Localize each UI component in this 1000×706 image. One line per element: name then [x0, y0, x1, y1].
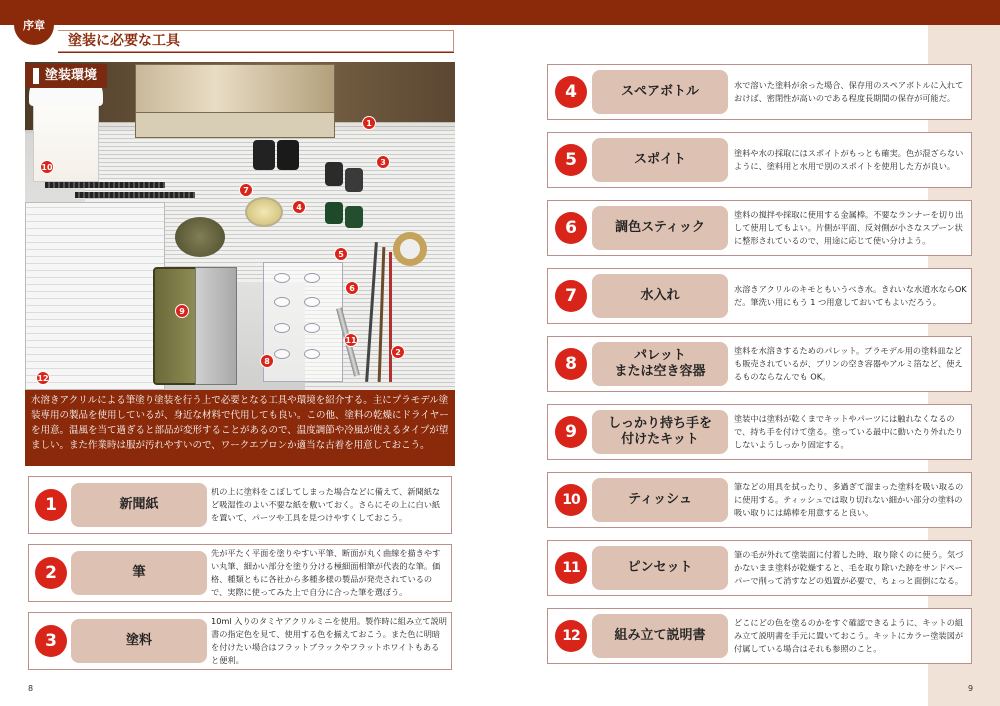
item-number: 10	[555, 484, 587, 516]
section-title: 塗装に必要な工具	[68, 33, 180, 49]
photo-kit-box-lid	[135, 112, 335, 138]
item-description: 塗料や水の採取にはスポイトがもっとも確実。色が混ざらないように、塗料用と水用で別のスポイトを使用した方が良い。	[734, 148, 964, 171]
tool-item-12	[547, 608, 972, 664]
item-number: 12	[555, 620, 587, 652]
item-number: 9	[555, 416, 587, 448]
palette-well	[304, 273, 320, 283]
item-number: 2	[35, 557, 67, 589]
item-title: 組み立て説明書	[592, 614, 728, 658]
tool-item-6	[547, 200, 972, 256]
item-title: 調色スティック	[592, 206, 728, 250]
item-number: 1	[35, 489, 67, 521]
item-title: 新聞紙	[71, 483, 207, 527]
palette-well	[274, 297, 290, 307]
tool-item-4	[547, 64, 972, 120]
photo-marker-6: 6	[345, 281, 359, 295]
photo-track-2	[75, 192, 195, 198]
photo-turret	[175, 217, 225, 257]
item-number: 6	[555, 212, 587, 244]
item-description: 10ml 入りのタミヤアクリルミニを使用。製作時に組み立て説明書の指定色を見て、使用する色を揃えておこう。また色に明暗を付けたい場合はフラットブラックやフラットホワイトもあると便利。	[211, 616, 447, 665]
item-description: 水溶きアクリルのキモともいうべき水。きれいな水道水ならOK だ。筆洗い用にもう 1 つ用意しておいてもよいだろう。	[734, 284, 967, 307]
photo-marker-7: 7	[239, 183, 253, 197]
page-number-right: 9	[968, 684, 974, 693]
tool-item-2	[28, 544, 452, 602]
item-description: 筆などの用具を拭ったり、多過ぎて溜まった塗料を吸い取るのに使用する。ティッシュでは取り切れない細かい部分の塗料の吸い取りには綿棒を用意すると良い。	[734, 481, 964, 518]
photo-caption: 水溶きアクリルによる筆塗り塗装を行う上で必要となる工具や環境を紹介する。主にプラモデル塗装専用の製品を使用しているが、身近な材料で代用しても良い。この他、塗料の乾燥にドライヤーを用意。温風を当て過ぎると部品が変形することがあるので、温度調節や冷風が使えるタイプが望ましい。また作業時は服が汚れやすいので、ワークエプロンか適当な古着を用意しておこう。	[25, 390, 455, 466]
palette-well	[304, 297, 320, 307]
photo-manual	[25, 202, 165, 390]
section-underline	[58, 52, 454, 53]
photo-water-cup	[245, 197, 283, 227]
item-title: スポイト	[592, 138, 728, 182]
photo-track	[45, 182, 165, 188]
photo-marker-5: 5	[334, 247, 348, 261]
palette-well	[274, 349, 290, 359]
item-title: 筆	[71, 551, 207, 595]
photo-paint-jar-2	[345, 168, 363, 192]
tool-item-3	[28, 612, 452, 670]
item-description: 机の上に塗料をこぼしてしまった場合などに備えて、新聞紙など吸湿性のよい不要な紙を敷いておく。さらにその上に白い紙を置いて、パーツや工具を見つけやすくしておこう。	[211, 486, 441, 523]
photo-brush-3	[389, 252, 392, 382]
item-description: 塗料の撹拌や採取に使用する金属棒。不要なランナーを切り出して使用してもよい。片側が平面、反対側が小さなスプーン状に整形されているので、用途に応じて使い分けよう。	[734, 209, 964, 246]
photo-label	[25, 64, 107, 88]
tool-item-5	[547, 132, 972, 188]
tool-item-10	[547, 472, 972, 528]
item-title: スペアボトル	[592, 70, 728, 114]
top-banner	[0, 0, 1000, 25]
photo-spare-bottle	[253, 140, 275, 170]
photo-marker-3: 3	[376, 155, 390, 169]
photo-paint-jar-3	[325, 202, 343, 224]
item-description: 水で溶いた塗料が余った場合、保存用のスペアボトルに入れておけば、密閉性が高いのである程度長期間の保存が可能だ。	[734, 80, 964, 103]
photo-marker-10: 10	[40, 160, 54, 174]
photo-marker-4: 4	[292, 200, 306, 214]
item-number: 7	[555, 280, 587, 312]
item-description: 塗料を水溶きするためのパレット。プラモデル用の塗料皿なども販売されているが、プリンの空き容器やアルミ箔など、使えるものならなんでも OK。	[734, 345, 963, 382]
item-description: どこにどの色を塗るのかをすぐ確認できるように、キットの組み立て説明書を手元に置いておこう。キットにカラー塗装図が付属している場合はそれも参照のこと。	[734, 617, 964, 654]
chapter-badge: 序章	[14, 5, 54, 45]
tool-item-9	[547, 404, 972, 460]
item-description: 筆の毛が外れて塗装面に付着した時、取り除くのに使う。気づかないまま塗料が乾燥すると、毛を取り除いた跡をサンドペーパーで削って消すなどの処置が必要で、ちょっと面倒になる。	[734, 549, 964, 586]
photo-spare-bottle-2	[277, 140, 299, 170]
photo-tape	[393, 232, 427, 266]
photo-marker-2: 2	[391, 345, 405, 359]
page-number-left: 8	[28, 684, 34, 693]
item-number: 3	[35, 625, 67, 657]
label-bar	[33, 68, 39, 84]
photo-marker-11: 11	[344, 333, 358, 347]
photo-marker-1: 1	[362, 116, 376, 130]
item-number: 4	[555, 76, 587, 108]
palette-well	[304, 323, 320, 333]
tool-item-7	[547, 268, 972, 324]
tools-photo	[25, 62, 455, 390]
item-title: ティッシュ	[592, 478, 728, 522]
photo-marker-8: 8	[260, 354, 274, 368]
item-title: 水入れ	[592, 274, 728, 318]
photo-paint-jar	[325, 162, 343, 186]
tool-item-8	[547, 336, 972, 392]
item-description: 先が平たく平面を塗りやすい平筆、断面が丸く曲線を描きやすい丸筆、細かい部分を塗り分ける極細面相筆が代表的な筆。価格、種類ともに各社から多種多様の製品が発売されているので、実際に使ってみた上で自分に合った筆を選ぼう。	[211, 548, 441, 597]
photo-palette	[263, 262, 343, 382]
photo-label-text: 塗装環境	[45, 68, 98, 83]
item-number: 8	[555, 348, 587, 380]
photo-hull-parts	[195, 267, 237, 385]
photo-paint-jar-4	[345, 206, 363, 228]
item-number: 11	[555, 552, 587, 584]
item-title: しっかり持ち手を 付けたキット	[592, 410, 728, 454]
item-title: ピンセット	[592, 546, 728, 590]
item-title: 塗料	[71, 619, 207, 663]
palette-well	[274, 273, 290, 283]
tool-item-1	[28, 476, 452, 534]
item-title: パレット または空き容器	[592, 342, 728, 386]
photo-marker-9: 9	[175, 304, 189, 318]
palette-well	[274, 323, 290, 333]
tool-item-11	[547, 540, 972, 596]
item-number: 5	[555, 144, 587, 176]
item-description: 塗装中は塗料が乾くまでキットやパーツには触れなくなるので、持ち手を付けて塗る。塗っている最中に動いたり外れたりしないようしっかり固定する。	[734, 413, 964, 450]
palette-well	[304, 349, 320, 359]
photo-marker-12: 12	[36, 371, 50, 385]
